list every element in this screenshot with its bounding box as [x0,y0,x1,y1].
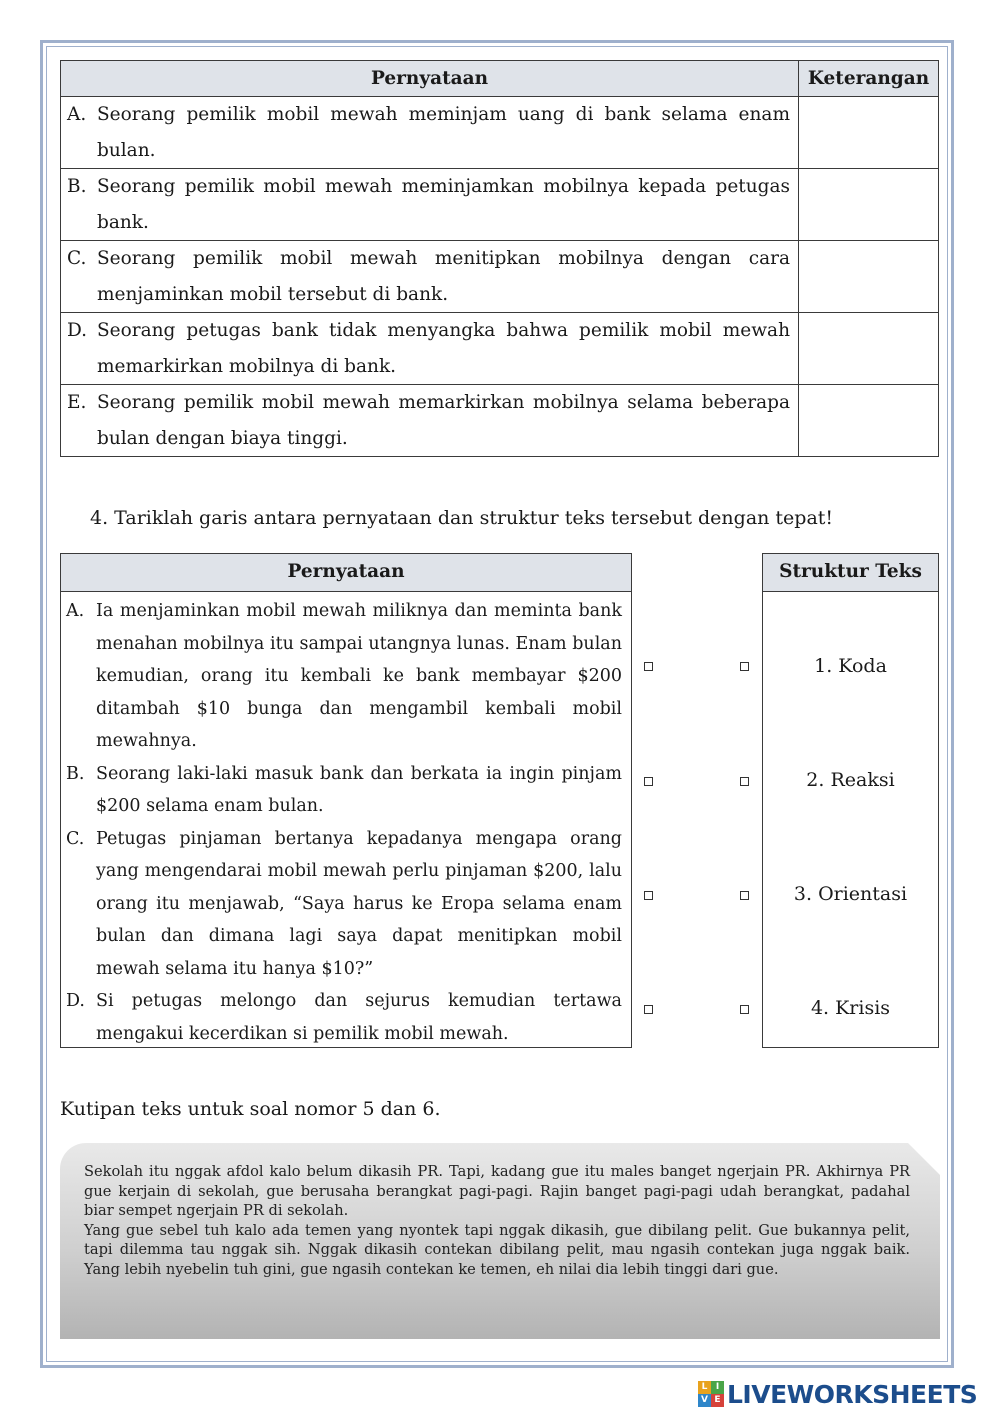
matching-header-structure: Struktur Teks [763,554,938,592]
logo-letter: I [711,1381,724,1394]
note-answer-cell[interactable] [799,169,939,241]
table-row [61,241,939,313]
row-text: Seorang pemilik mobil mewah menitipkan mobilnya dengan cara menjaminkan mobil tersebut di bank. [97,248,790,305]
brand-name: LIVEWORKSHEETS [727,1379,978,1409]
item-text: Petugas pinjaman bertanya kepadanya mengapa orang yang mengendarai mobil mewah perlu pinjaman $200, lalu orang itu menjawab, “Saya harus ke Eropa selama enam bulan dan dimana lagi saya dapat menitipkan mobil mewah selama itu hanya $10?” [96,828,622,979]
passage-paragraph-2: Yang gue sebel tuh kalo ada temen yang nyontek tapi nggak dikasih, gue dibilang pelit. Gue bukannya pelit, tapi dilemma tau nggak sih. Nggak dikasih contekan dibilang pelit, mau ngasih contekan juga nggak baik. Yang lebih nyebelin tuh gini, gue ngasih contekan ke temen, eh nilai dia lebih tinggi dari gue. [84,1221,910,1278]
liveworksheets-brand [698,1377,977,1411]
row-text: Seorang pemilik mobil mewah meminjamkan mobilnya kepada petugas bank. [97,176,790,233]
statement-note-table [60,60,939,457]
note-answer-cell[interactable] [799,385,939,457]
passage-text [84,1162,910,1279]
note-answer-cell[interactable] [799,313,939,385]
logo-letter: V [698,1394,711,1407]
matching-structures [762,553,939,1048]
structure-item: 2. Reaksi [806,769,895,791]
matching-header-statement: Pernyataan [61,554,631,592]
table-row [61,97,939,169]
row-text: Seorang pemilik mobil mewah meminjam uang di bank selama enam bulan. [97,104,790,161]
row-letter: C. [67,248,87,269]
match-dot-left-b[interactable] [644,777,653,786]
logo-letter: L [698,1381,711,1394]
structure-item: 1. Koda [814,655,887,677]
list-item [66,758,622,823]
match-dot-left-d[interactable] [644,1005,653,1014]
item-letter: D. [66,991,85,1011]
passage-paragraph-1: Sekolah itu nggak afdol kalo belum dikasih PR. Tapi, kadang gue itu males banget ngerjain PR. Akhirnya PR gue kerjain di sekolah, gue berusaha berangkat pagi-pagi. Rajin banget pagi-pagi udah berangkat, padahal biar sempet ngerjain PR di sekolah. [84,1163,910,1219]
matching-statements [60,553,632,1048]
header-note: Keterangan [799,61,939,97]
row-text: Seorang petugas bank tidak menyangka bahwa pemilik mobil mewah memarkirkan mobilnya di bank. [97,320,790,377]
item-letter: B. [66,763,85,784]
item-text: Seorang laki-laki masuk bank dan berkata ia ingin pinjam $200 selama enam bulan. [96,763,622,816]
list-item [66,985,622,1050]
row-letter: B. [67,176,87,197]
structure-item: 3. Orientasi [793,883,908,905]
row-letter: D. [67,320,88,341]
logo-letter: E [711,1394,724,1407]
header-statement: Pernyataan [61,61,799,97]
list-item [66,595,622,758]
item-text: Ia menjaminkan mobil mewah miliknya dan meminta bank menahan mobilnya itu sampai utangnya lunas. Enam bulan kemudian, orang itu kembali ke bank membayar $200 ditambah $10 bunga dan mengambil kembali mobil mewahnya. [96,601,622,751]
liveworksheets-logo-icon [698,1381,724,1407]
match-dot-right-3[interactable] [740,891,749,900]
row-letter: E. [67,392,87,413]
quote-intro: Kutipan teks untuk soal nomor 5 dan 6. [60,1098,441,1120]
table-row [61,169,939,241]
match-dot-left-a[interactable] [644,662,653,671]
question-4: 4. Tariklah garis antara pernyataan dan struktur teks tersebut dengan tepat! [90,507,834,529]
note-answer-cell[interactable] [799,97,939,169]
list-item [66,823,622,986]
match-dot-right-1[interactable] [740,662,749,671]
structure-item: 4. Krisis [810,997,891,1019]
match-dot-right-4[interactable] [740,1005,749,1014]
item-letter: A. [66,601,85,621]
row-text: Seorang pemilik mobil mewah memarkirkan mobilnya selama beberapa bulan dengan biaya tinggi. [97,392,790,449]
match-dot-left-c[interactable] [644,891,653,900]
table-row [61,313,939,385]
match-dot-right-2[interactable] [740,777,749,786]
note-answer-cell[interactable] [799,241,939,313]
table-row [61,385,939,457]
row-letter: A. [67,104,87,125]
item-text: Si petugas melongo dan sejurus kemudian tertawa mengakui kecerdikan si pemilik mobil mewah. [96,991,622,1044]
item-letter: C. [66,828,85,849]
